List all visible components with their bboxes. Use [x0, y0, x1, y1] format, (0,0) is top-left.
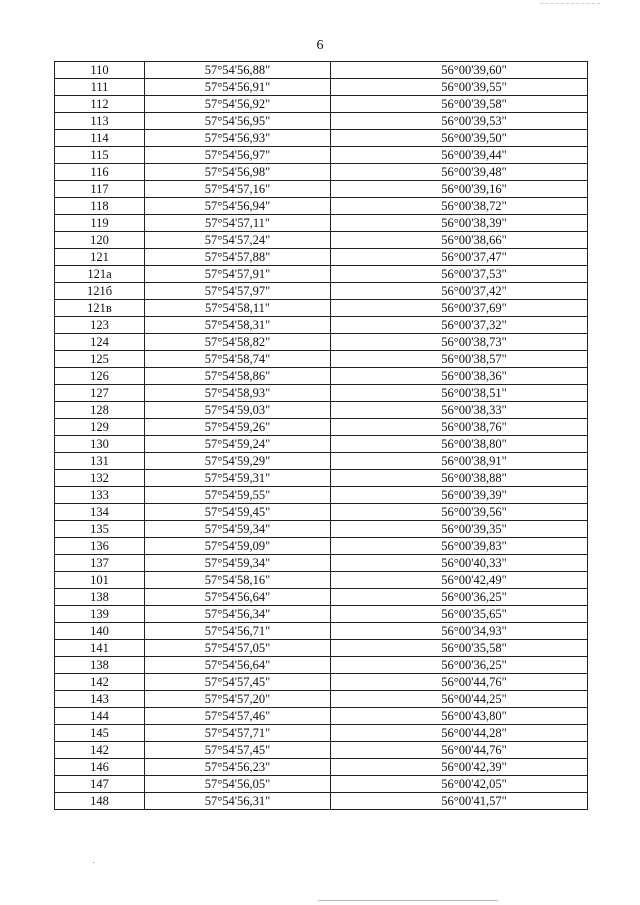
- latitude-cell: 57°54'56,05": [145, 776, 331, 793]
- longitude-cell: 56°00'37,47": [331, 249, 588, 266]
- table-row: [55, 436, 588, 453]
- longitude-cell: 56°00'36,25": [331, 589, 588, 606]
- table-row: [55, 759, 588, 776]
- longitude-cell: 56°00'44,28": [331, 725, 588, 742]
- latitude-cell: 57°54'57,16": [145, 181, 331, 198]
- table-row: [55, 164, 588, 181]
- point-number-cell: 121в: [55, 300, 145, 317]
- longitude-cell: 56°00'38,80": [331, 436, 588, 453]
- table-row: [55, 640, 588, 657]
- longitude-cell: 56°00'37,53": [331, 266, 588, 283]
- point-number-cell: 101: [55, 572, 145, 589]
- table-row: [55, 300, 588, 317]
- latitude-cell: 57°54'59,34": [145, 555, 331, 572]
- table-row: [55, 487, 588, 504]
- page-number: 6: [316, 38, 324, 53]
- table-row: [55, 742, 588, 759]
- longitude-cell: 56°00'38,33": [331, 402, 588, 419]
- longitude-cell: 56°00'38,66": [331, 232, 588, 249]
- latitude-cell: 57°54'56,34": [145, 606, 331, 623]
- longitude-cell: 56°00'34,93": [331, 623, 588, 640]
- latitude-cell: 57°54'57,45": [145, 742, 331, 759]
- table-row: [55, 657, 588, 674]
- latitude-cell: 57°54'57,05": [145, 640, 331, 657]
- longitude-cell: 56°00'38,36": [331, 368, 588, 385]
- longitude-cell: 56°00'37,42": [331, 283, 588, 300]
- latitude-cell: 57°54'59,24": [145, 436, 331, 453]
- table-row: [55, 623, 588, 640]
- table-row: [55, 351, 588, 368]
- point-number-cell: 111: [55, 79, 145, 96]
- point-number-cell: 134: [55, 504, 145, 521]
- table-row: [55, 232, 588, 249]
- latitude-cell: 57°54'56,64": [145, 657, 331, 674]
- table-row: [55, 368, 588, 385]
- point-number-cell: 137: [55, 555, 145, 572]
- longitude-cell: 56°00'42,49": [331, 572, 588, 589]
- latitude-cell: 57°54'56,91": [145, 79, 331, 96]
- table-row: [55, 606, 588, 623]
- latitude-cell: 57°54'57,88": [145, 249, 331, 266]
- table-row: [55, 385, 588, 402]
- longitude-cell: 56°00'35,58": [331, 640, 588, 657]
- longitude-cell: 56°00'39,56": [331, 504, 588, 521]
- coordinates-table-body: [55, 62, 588, 810]
- latitude-cell: 57°54'56,71": [145, 623, 331, 640]
- coordinates-table: [54, 61, 588, 810]
- latitude-cell: 57°54'57,20": [145, 691, 331, 708]
- table-row: [55, 283, 588, 300]
- latitude-cell: 57°54'56,93": [145, 130, 331, 147]
- longitude-cell: 56°00'39,39": [331, 487, 588, 504]
- table-row: [55, 181, 588, 198]
- table-row: [55, 96, 588, 113]
- table-row: [55, 691, 588, 708]
- point-number-cell: 138: [55, 589, 145, 606]
- longitude-cell: 56°00'38,76": [331, 419, 588, 436]
- latitude-cell: 57°54'57,71": [145, 725, 331, 742]
- point-number-cell: 148: [55, 793, 145, 810]
- point-number-cell: 112: [55, 96, 145, 113]
- latitude-cell: 57°54'58,31": [145, 317, 331, 334]
- point-number-cell: 126: [55, 368, 145, 385]
- latitude-cell: 57°54'56,23": [145, 759, 331, 776]
- point-number-cell: 130: [55, 436, 145, 453]
- table-row: [55, 708, 588, 725]
- table-row: [55, 62, 588, 79]
- latitude-cell: 57°54'56,92": [145, 96, 331, 113]
- table-row: [55, 674, 588, 691]
- longitude-cell: 56°00'44,76": [331, 742, 588, 759]
- point-number-cell: 127: [55, 385, 145, 402]
- table-row: [55, 147, 588, 164]
- table-row: [55, 572, 588, 589]
- point-number-cell: 133: [55, 487, 145, 504]
- latitude-cell: 57°54'59,31": [145, 470, 331, 487]
- latitude-cell: 57°54'58,11": [145, 300, 331, 317]
- latitude-cell: 57°54'56,88": [145, 62, 331, 79]
- point-number-cell: 142: [55, 674, 145, 691]
- scan-edge-mark-top: [540, 3, 600, 4]
- point-number-cell: 132: [55, 470, 145, 487]
- point-number-cell: 143: [55, 691, 145, 708]
- table-row: [55, 793, 588, 810]
- point-number-cell: 120: [55, 232, 145, 249]
- point-number-cell: 119: [55, 215, 145, 232]
- table-row: [55, 266, 588, 283]
- latitude-cell: 57°54'58,16": [145, 572, 331, 589]
- longitude-cell: 56°00'39,55": [331, 79, 588, 96]
- longitude-cell: 56°00'39,60": [331, 62, 588, 79]
- point-number-cell: 145: [55, 725, 145, 742]
- point-number-cell: 121б: [55, 283, 145, 300]
- latitude-cell: 57°54'56,64": [145, 589, 331, 606]
- point-number-cell: 136: [55, 538, 145, 555]
- latitude-cell: 57°54'58,93": [145, 385, 331, 402]
- point-number-cell: 146: [55, 759, 145, 776]
- table-row: [55, 334, 588, 351]
- point-number-cell: 140: [55, 623, 145, 640]
- point-number-cell: 115: [55, 147, 145, 164]
- latitude-cell: 57°54'56,95": [145, 113, 331, 130]
- longitude-cell: 56°00'40,33": [331, 555, 588, 572]
- table-row: [55, 130, 588, 147]
- point-number-cell: 123: [55, 317, 145, 334]
- point-number-cell: 114: [55, 130, 145, 147]
- latitude-cell: 57°54'59,34": [145, 521, 331, 538]
- latitude-cell: 57°54'56,98": [145, 164, 331, 181]
- longitude-cell: 56°00'38,73": [331, 334, 588, 351]
- point-number-cell: 124: [55, 334, 145, 351]
- point-number-cell: 116: [55, 164, 145, 181]
- latitude-cell: 57°54'58,86": [145, 368, 331, 385]
- table-row: [55, 419, 588, 436]
- longitude-cell: 56°00'39,35": [331, 521, 588, 538]
- longitude-cell: 56°00'39,58": [331, 96, 588, 113]
- point-number-cell: 138: [55, 657, 145, 674]
- point-number-cell: 121: [55, 249, 145, 266]
- table-row: [55, 504, 588, 521]
- longitude-cell: 56°00'37,32": [331, 317, 588, 334]
- longitude-cell: 56°00'39,44": [331, 147, 588, 164]
- latitude-cell: 57°54'58,74": [145, 351, 331, 368]
- longitude-cell: 56°00'39,16": [331, 181, 588, 198]
- latitude-cell: 57°54'59,45": [145, 504, 331, 521]
- longitude-cell: 56°00'38,51": [331, 385, 588, 402]
- scan-speck: [93, 862, 94, 863]
- longitude-cell: 56°00'38,88": [331, 470, 588, 487]
- point-number-cell: 147: [55, 776, 145, 793]
- table-row: [55, 113, 588, 130]
- point-number-cell: 139: [55, 606, 145, 623]
- longitude-cell: 56°00'38,72": [331, 198, 588, 215]
- latitude-cell: 57°54'59,26": [145, 419, 331, 436]
- longitude-cell: 56°00'38,91": [331, 453, 588, 470]
- table-row: [55, 215, 588, 232]
- longitude-cell: 56°00'36,25": [331, 657, 588, 674]
- latitude-cell: 57°54'56,97": [145, 147, 331, 164]
- latitude-cell: 57°54'59,03": [145, 402, 331, 419]
- point-number-cell: 110: [55, 62, 145, 79]
- latitude-cell: 57°54'56,31": [145, 793, 331, 810]
- latitude-cell: 57°54'57,97": [145, 283, 331, 300]
- longitude-cell: 56°00'39,50": [331, 130, 588, 147]
- longitude-cell: 56°00'44,76": [331, 674, 588, 691]
- point-number-cell: 141: [55, 640, 145, 657]
- point-number-cell: 129: [55, 419, 145, 436]
- longitude-cell: 56°00'44,25": [331, 691, 588, 708]
- longitude-cell: 56°00'38,39": [331, 215, 588, 232]
- latitude-cell: 57°54'57,24": [145, 232, 331, 249]
- longitude-cell: 56°00'35,65": [331, 606, 588, 623]
- table-row: [55, 589, 588, 606]
- table-row: [55, 317, 588, 334]
- table-row: [55, 198, 588, 215]
- point-number-cell: 135: [55, 521, 145, 538]
- longitude-cell: 56°00'39,48": [331, 164, 588, 181]
- table-row: [55, 402, 588, 419]
- latitude-cell: 57°54'59,09": [145, 538, 331, 555]
- scan-edge-mark-bottom: [318, 900, 498, 901]
- longitude-cell: 56°00'42,39": [331, 759, 588, 776]
- table-row: [55, 555, 588, 572]
- table-row: [55, 470, 588, 487]
- table-row: [55, 725, 588, 742]
- table-row: [55, 79, 588, 96]
- point-number-cell: 142: [55, 742, 145, 759]
- table-row: [55, 538, 588, 555]
- table-row: [55, 521, 588, 538]
- point-number-cell: 113: [55, 113, 145, 130]
- latitude-cell: 57°54'57,45": [145, 674, 331, 691]
- latitude-cell: 57°54'56,94": [145, 198, 331, 215]
- point-number-cell: 118: [55, 198, 145, 215]
- longitude-cell: 56°00'39,53": [331, 113, 588, 130]
- latitude-cell: 57°54'57,11": [145, 215, 331, 232]
- point-number-cell: 117: [55, 181, 145, 198]
- latitude-cell: 57°54'58,82": [145, 334, 331, 351]
- point-number-cell: 121а: [55, 266, 145, 283]
- longitude-cell: 56°00'37,69": [331, 300, 588, 317]
- point-number-cell: 125: [55, 351, 145, 368]
- point-number-cell: 144: [55, 708, 145, 725]
- latitude-cell: 57°54'57,46": [145, 708, 331, 725]
- latitude-cell: 57°54'59,29": [145, 453, 331, 470]
- longitude-cell: 56°00'43,80": [331, 708, 588, 725]
- longitude-cell: 56°00'38,57": [331, 351, 588, 368]
- point-number-cell: 128: [55, 402, 145, 419]
- latitude-cell: 57°54'59,55": [145, 487, 331, 504]
- longitude-cell: 56°00'39,83": [331, 538, 588, 555]
- point-number-cell: 131: [55, 453, 145, 470]
- table-row: [55, 249, 588, 266]
- longitude-cell: 56°00'41,57": [331, 793, 588, 810]
- latitude-cell: 57°54'57,91": [145, 266, 331, 283]
- table-row: [55, 453, 588, 470]
- table-row: [55, 776, 588, 793]
- longitude-cell: 56°00'42,05": [331, 776, 588, 793]
